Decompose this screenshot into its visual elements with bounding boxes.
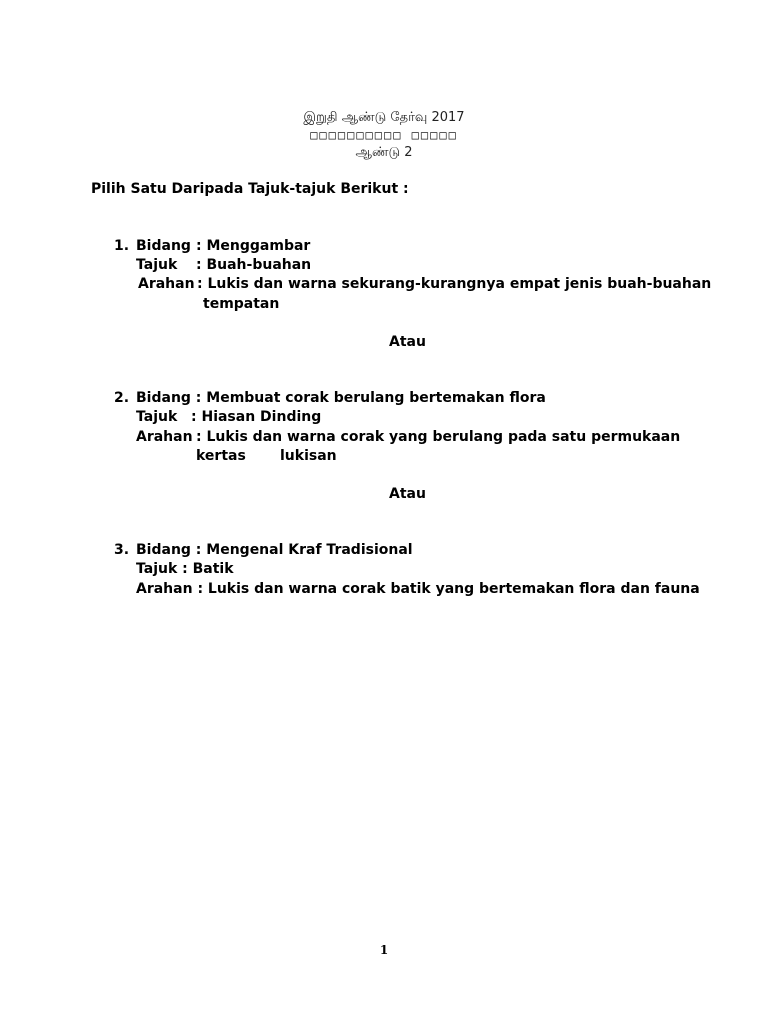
exam-year-level: ஆண்டு 2 — [355, 145, 413, 160]
question-1-tajuk-value: : Buah-buahan — [196, 257, 312, 273]
question-3-number: 3. — [114, 542, 130, 558]
question-1-arahan-continued: tempatan — [203, 296, 280, 312]
question-1-bidang-value: : Menggambar — [196, 238, 311, 254]
question-2-arahan-continued-2: lukisan — [280, 448, 337, 464]
question-2-tajuk-value: : Hiasan Dinding — [191, 409, 322, 425]
question-2-arahan-value: : Lukis dan warna corak yang berulang pada satu permukaan — [196, 429, 681, 445]
question-3-tajuk: Tajuk : Batik — [136, 561, 234, 577]
question-2-bidang: Bidang : Membuat corak berulang bertemakan flora — [136, 390, 546, 406]
question-2-arahan-continued-1: kertas — [196, 448, 246, 464]
separator-atau-2: Atau — [389, 486, 426, 502]
question-1-tajuk-label: Tajuk — [136, 257, 178, 273]
question-3-bidang: Bidang : Mengenal Kraf Tradisional — [136, 542, 413, 558]
question-2-arahan-label: Arahan — [136, 429, 193, 445]
exam-title: இறுதி ஆண்டு தேர்வு 2017 — [303, 110, 465, 125]
question-1-arahan-value: : Lukis dan warna sekurang-kurangnya empat jenis buah-buahan — [197, 276, 712, 292]
question-3-arahan: Arahan : Lukis dan warna corak batik yang bertemakan flora dan fauna — [136, 581, 700, 597]
question-1-number: 1. — [114, 238, 130, 254]
question-1-arahan-label: Arahan — [138, 276, 195, 292]
question-1-bidang-label: Bidang — [136, 238, 191, 254]
page-number: 1 — [379, 943, 389, 957]
separator-atau-1: Atau — [389, 334, 426, 350]
exam-subtitle-garbled: □□□□□□□□□□ □□□□□ — [310, 128, 458, 142]
instruction-text: Pilih Satu Daripada Tajuk-tajuk Berikut : — [91, 181, 409, 197]
question-2-tajuk-label: Tajuk — [136, 409, 178, 425]
question-2-number: 2. — [114, 390, 130, 406]
